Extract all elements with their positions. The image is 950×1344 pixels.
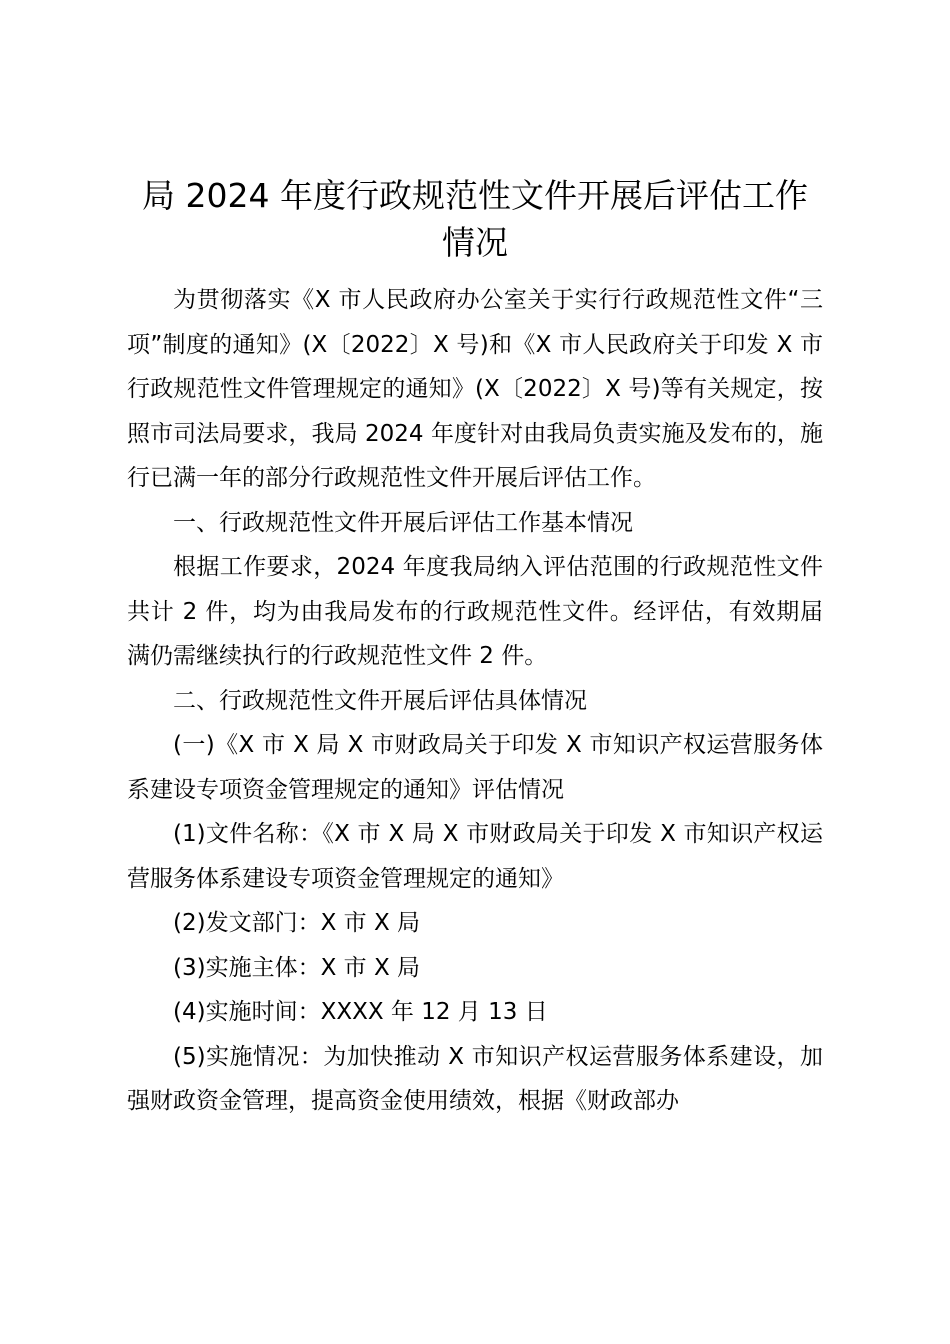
document-title-line-2: 情况: [442, 223, 508, 262]
subsection-heading-1: (一)《X 市 X 局 X 市财政局关于印发 X 市知识产权运营服务体系建设专项资金管理规定的通知》评估情况: [127, 732, 823, 803]
document-title-line-1: 局 2024 年度行政规范性文件开展后评估工作: [142, 176, 808, 215]
item-implementing-body: (3)实施主体：X 市 X 局: [173, 954, 421, 981]
section-heading-1: 一、行政规范性文件开展后评估工作基本情况: [173, 509, 633, 536]
document-body: [127, 278, 823, 1124]
section-heading-2: 二、行政规范性文件开展后评估具体情况: [173, 687, 587, 714]
item-implementation-date: (4)实施时间：XXXX 年 12 月 13 日: [173, 999, 548, 1025]
item-file-name: (1)文件名称：《X 市 X 局 X 市财政局关于印发 X 市知识产权运营服务体系建设专项资金管理规定的通知》: [127, 821, 823, 892]
section-1-paragraph: 根据工作要求，2024 年度我局纳入评估范围的行政规范性文件共计 2 件，均为由我局发布的行政规范性文件。经评估，有效期届满仍需继续执行的行政规范性文件 2 件。: [127, 554, 823, 669]
intro-paragraph: 为贯彻落实《X 市人民政府办公室关于实行行政规范性文件“三项”制度的通知》(X〔2022〕X 号)和《X 市人民政府关于印发 X 市行政规范性文件管理规定的通知》(X〔2022〕X 号)等有关规定，按照市司法局要求，我局 2024 年度针对由我局负责实施及发布的，施行已满一年的部分行政规范性文件开展后评估工作。: [127, 287, 823, 491]
item-issuing-department: (2)发文部门：X 市 X 局: [173, 910, 421, 936]
item-implementation-status: (5)实施情况：为加快推动 X 市知识产权运营服务体系建设，加强财政资金管理，提高资金使用绩效，根据《财政部办: [127, 1043, 823, 1114]
